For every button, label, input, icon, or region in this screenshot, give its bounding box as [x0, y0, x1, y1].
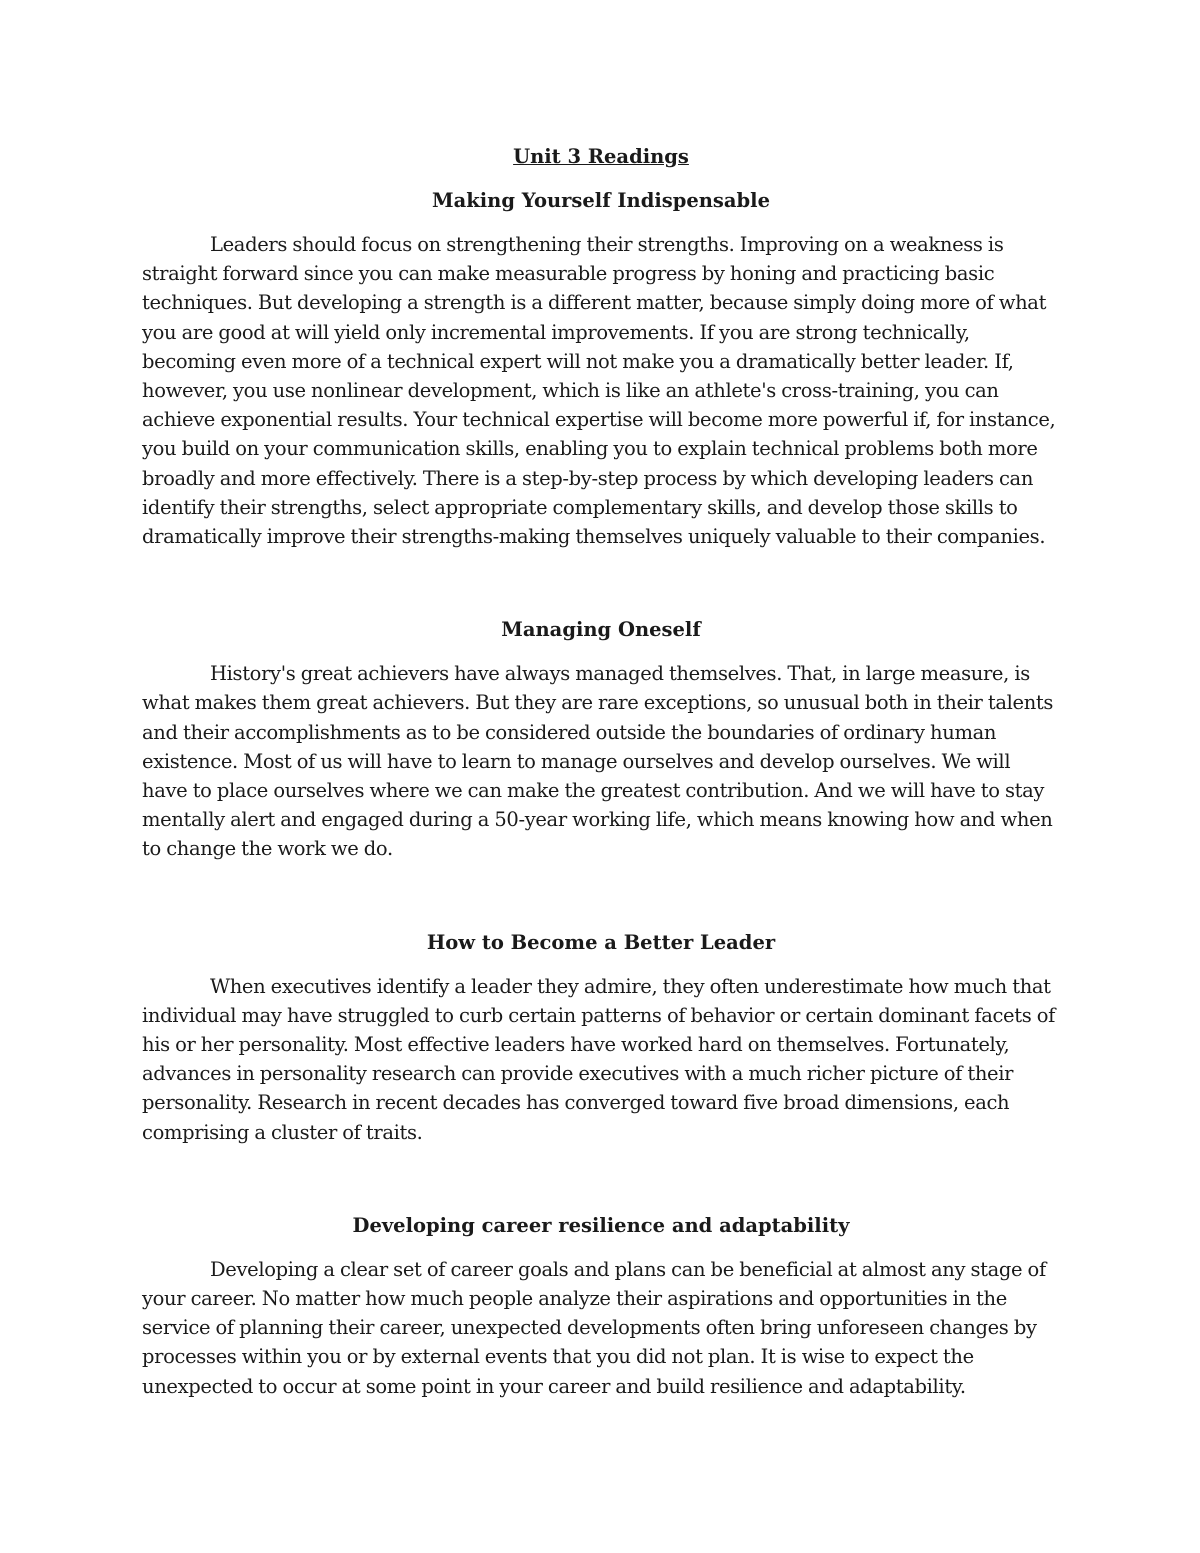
section-heading: How to Become a Better Leader [426, 930, 776, 954]
section-career-resilience [142, 1211, 1060, 1401]
section-making-yourself-indispensable [142, 186, 1060, 551]
section-paragraph: Leaders should focus on strengthening their strengths. Improving on a weakness is straight forward since you can make measurable progress by honing and practicing basic techniques. But developing a strength is a different matter, because simply doing more of what you are good at will yield only incremental improvements. If you are strong technically, becoming even more of a technical expert will not make you a dramatically better leader. If, however, you use nonlinear development, which is like an athlete's cross-training, you can achieve exponential results. Your technical expertise will become more powerful if, for instance, you build on your communication skills, enabling you to explain technical problems both more broadly and more effectively. There is a step-by-step process by which developing leaders can identify their strengths, select appropriate complementary skills, and develop those skills to dramatically improve their strengths-making themselves uniquely valuable to their companies. [142, 233, 1056, 549]
section-heading: Managing Oneself [501, 618, 701, 642]
section-managing-oneself [142, 615, 1060, 863]
section-heading: Making Yourself Indispensable [432, 189, 770, 212]
section-paragraph: Developing a clear set of career goals and plans can be beneficial at almost any stage of your career. No matter how much people analyze their aspirations and opportunities in the service of planning their career, unexpected developments often bring unforeseen changes by processes within you or by external events that you did not plan. It is wise to expect the unexpected to occur at some point in your career and build resilience and adaptability. [142, 1257, 1046, 1398]
document-content [142, 142, 1060, 1401]
section-better-leader [142, 928, 1060, 1147]
section-paragraph: When executives identify a leader they admire, they often underestimate how much that individual may have struggled to curb certain patterns of behavior or certain dominant facets of his or her personality. Most effective leaders have worked hard on themselves. Fortunately, advances in personality research can provide executives with a much richer picture of their personality. Research in recent decades has converged toward five broad dimensions, each comprising a cluster of traits. [142, 974, 1055, 1144]
section-heading: Developing career resilience and adaptability [352, 1213, 850, 1237]
document-title: Unit 3 Readings [513, 145, 689, 168]
section-paragraph: History's great achievers have always managed themselves. That, in large measure, is what makes them great achievers. But they are rare exceptions, so unusual both in their talents and their accomplishments as to be considered outside the boundaries of ordinary human existence. Most of us will have to learn to manage ourselves and develop ourselves. We will have to place ourselves where we can make the greatest contribution. And we will have to stay mentally alert and engaged during a 50-year working life, which means knowing how and when to change the work we do. [142, 662, 1054, 861]
